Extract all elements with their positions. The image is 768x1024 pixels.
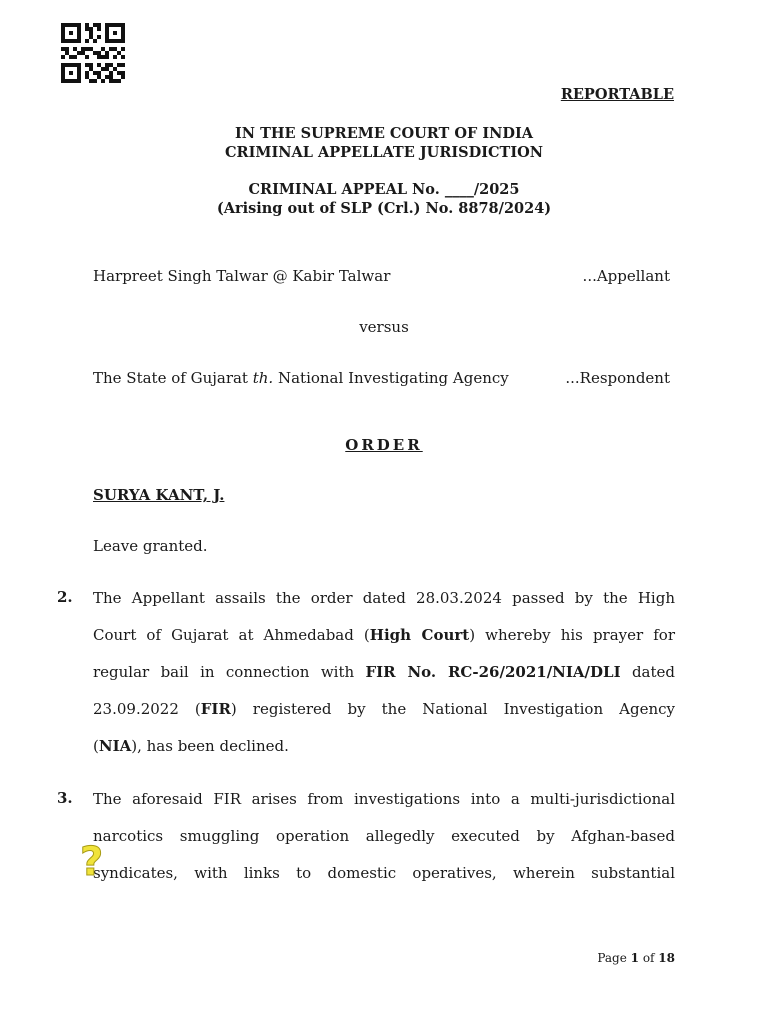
- respondent-role: ...Respondent: [565, 369, 670, 387]
- court-name: IN THE SUPREME COURT OF INDIA: [234, 125, 533, 142]
- respondent-name: The State of Gujarat th. National Investigating Agency: [93, 369, 509, 387]
- page-number: Page 1 of 18: [597, 951, 675, 965]
- appeal-number: CRIMINAL APPEAL No. ____/2025: [248, 181, 520, 198]
- paragraph-2: [93, 580, 675, 765]
- paragraph-3: [93, 781, 675, 892]
- versus-label: versus: [359, 318, 409, 336]
- question-mark-icon[interactable]: ?: [80, 839, 104, 885]
- slp-number: (Arising out of SLP (Crl.) No. 8878/2024): [216, 200, 552, 217]
- paragraph-line: (NIA), has been declined.: [93, 737, 289, 755]
- paragraph-1: Leave granted.: [93, 537, 208, 555]
- paragraph-line: The aforesaid FIR arises from investigations into a multi-jurisdictional: [93, 790, 675, 808]
- paragraph-line: regular bail in connection with FIR No. RC-26/2021/NIA/DLI dated: [93, 663, 676, 681]
- paragraph-line: narcotics smuggling operation allegedly executed by Afghan-based: [93, 827, 675, 845]
- paragraph-line: The Appellant assails the order dated 28.03.2024 passed by the High: [93, 589, 675, 607]
- paragraph-number: 3.: [57, 789, 73, 807]
- reportable-label: REPORTABLE: [560, 86, 674, 103]
- paragraph-number: 2.: [57, 588, 73, 606]
- court-heading: [0, 124, 768, 162]
- jurisdiction: CRIMINAL APPELLATE JURISDICTION: [225, 144, 543, 161]
- paragraph-line: 23.09.2022 (FIR) registered by the National Investigation Agency: [93, 700, 675, 718]
- appellant-role: ...Appellant: [582, 267, 670, 285]
- paragraph-line: Court of Gujarat at Ahmedabad (High Court) whereby his prayer for: [93, 626, 675, 644]
- paragraph-line: syndicates, with links to domestic operatives, wherein substantial: [93, 864, 675, 882]
- appellant-name: Harpreet Singh Talwar @ Kabir Talwar: [93, 267, 391, 285]
- appeal-heading: [0, 180, 768, 218]
- qr-code-icon: [61, 23, 125, 83]
- order-title: ORDER: [345, 436, 423, 454]
- judge-name: SURYA KANT, J.: [93, 486, 225, 504]
